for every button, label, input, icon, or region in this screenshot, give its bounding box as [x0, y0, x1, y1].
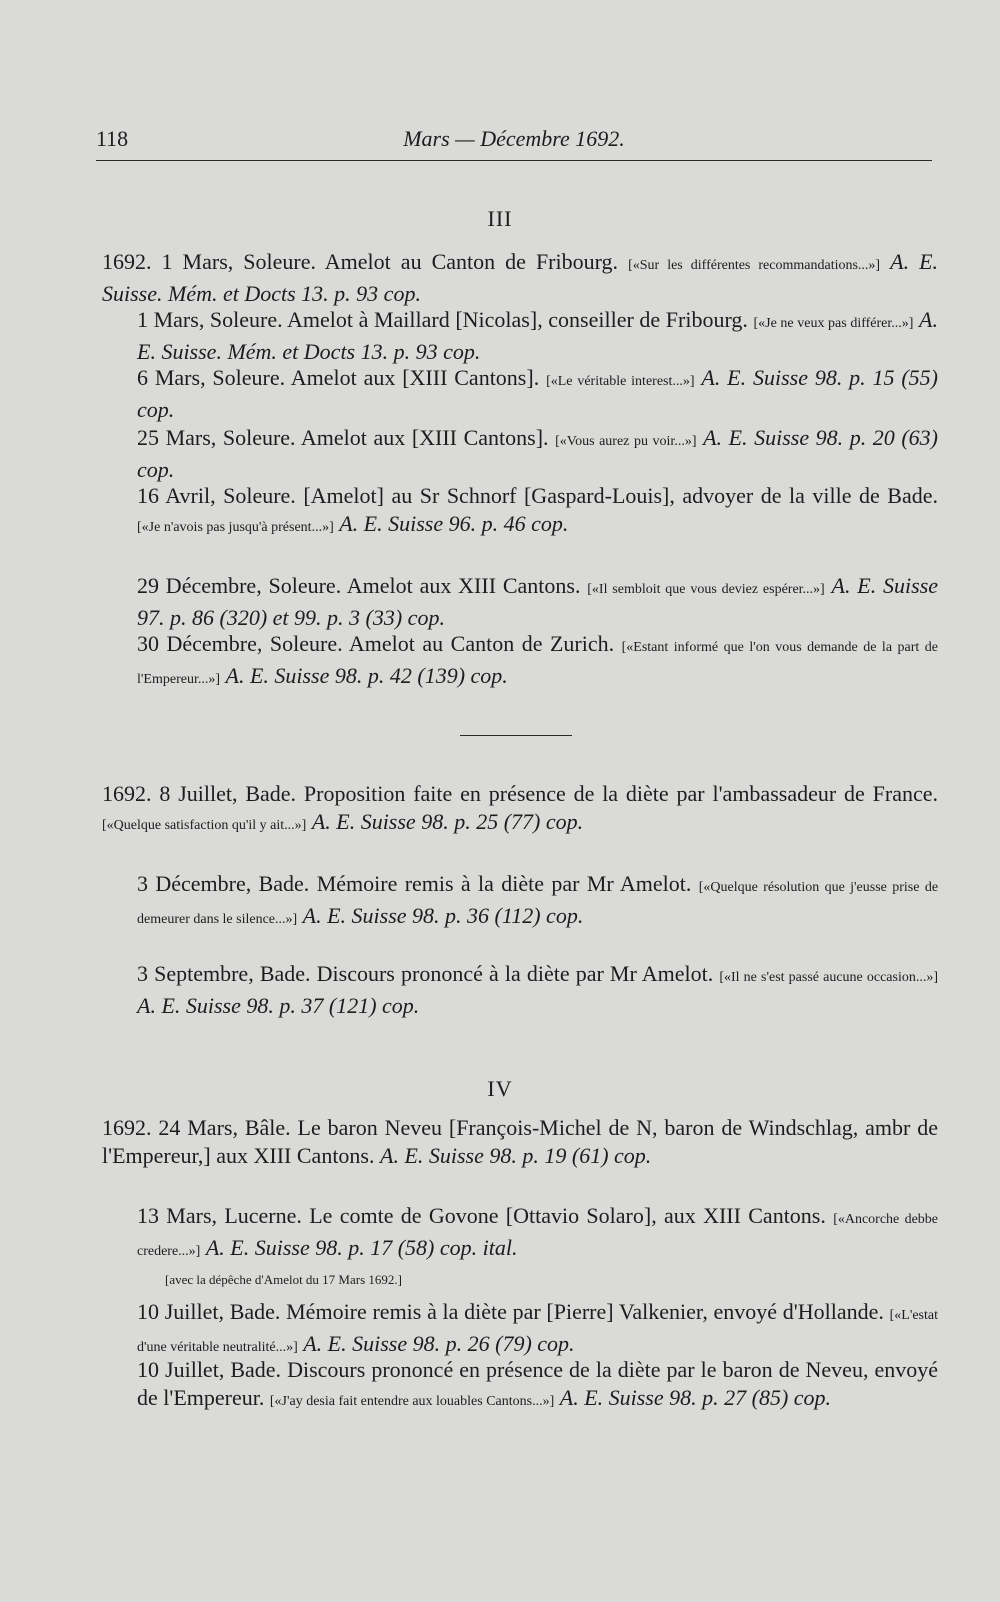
entry-quote: [«Sur les différentes recommandations...»]: [628, 258, 881, 273]
entry: [102, 1114, 938, 1170]
entry-reference: A. E. Suisse 98. p. 26 (79) cop.: [303, 1331, 575, 1356]
entry-text: Le comte de Govone [Ottavio Solaro], aux XIII Cantons.: [309, 1203, 826, 1228]
entry-reference: A. E. Suisse 97. p. 86 (320) et 99. p. 3 (33) cop.: [137, 573, 939, 630]
entry-reference: A. E. Suisse 98. p. 19 (61) cop.: [380, 1143, 652, 1168]
entry-text: [Amelot] au Sr Schnorf [Gaspard-Louis], advoyer de la ville de Bade.: [303, 483, 938, 508]
entry: [137, 1356, 938, 1416]
entry-text: Mémoire remis à la diète par Mr Amelot.: [316, 871, 692, 896]
entry-quote: [«Quelque satisfaction qu'il y ait...»]: [102, 818, 307, 833]
section-heading-iii: III: [487, 206, 513, 231]
entry-quote: [«L'estat d'une véritable neutralité...»]: [137, 1308, 939, 1355]
entry-reference: A. E. Suisse 98. p. 15 (55) cop.: [137, 365, 939, 422]
entry-reference: A. E. Suisse 96. p. 46 cop.: [339, 511, 569, 536]
entry-quote: [«Il sembloit que vous deviez espérer...»]: [587, 582, 825, 597]
entry-date: 13 Mars, Lucerne.: [137, 1203, 302, 1228]
entry: [102, 248, 938, 308]
entry-quote: [«Ancorche debbe credere...»]: [137, 1212, 938, 1259]
entry-reference: A. E. Suisse 98. p. 42 (139) cop.: [225, 663, 508, 688]
entry-date: 6 Mars, Soleure.: [137, 365, 286, 390]
entry-text: Amelot au Canton de Zurich.: [348, 631, 615, 656]
entry-reference: A. E. Suisse 98. p. 36 (112) cop.: [302, 903, 584, 928]
entry-date: 1692. 24 Mars, Bâle.: [102, 1115, 291, 1140]
entry-reference: A. E. Suisse. Mém. et Docts 13. p. 93 cop.: [102, 249, 939, 306]
header-rule: [96, 160, 932, 161]
entry-quote: [«Estant informé que l'on vous demande de la part de l'Empereur...»]: [137, 640, 939, 687]
entry-date: 10 Juillet, Bade.: [137, 1299, 281, 1324]
entry-reference: A. E. Suisse 98. p. 25 (77) cop.: [311, 809, 584, 834]
entry-text: Discours prononcé à la diète par Mr Amelot.: [316, 961, 714, 986]
entry-date: 29 Décembre, Soleure.: [137, 573, 342, 598]
entry-date: 1692. 8 Juillet, Bade.: [102, 781, 297, 806]
entry: [137, 482, 938, 542]
entry-text: Discours prononcé en présence de la diète par le baron de Neveu, envoyé de l'Empereur.: [137, 1357, 939, 1410]
entry: [137, 572, 938, 632]
entry-text: Amelot aux XIII Cantons.: [346, 573, 581, 598]
page-header: [96, 126, 932, 156]
entry: [137, 960, 938, 1020]
entry-quote: [«Il ne s'est passé aucune occasion...»]: [719, 970, 939, 985]
running-title: Mars — Décembre 1692.: [403, 126, 625, 151]
entry-date: 3 Septembre, Bade.: [137, 961, 311, 986]
entry-reference: A. E. Suisse 98. p. 27 (85) cop.: [559, 1385, 832, 1410]
entry-date: 25 Mars, Soleure.: [137, 425, 296, 450]
entry: [137, 1202, 938, 1294]
entry-date: 16 Avril, Soleure.: [137, 483, 296, 508]
entry: [137, 870, 938, 934]
entry-reference: A. E. Suisse 98. p. 17 (58) cop. ital.: [205, 1235, 518, 1260]
entry: [137, 424, 938, 484]
entry-text: Amelot à Maillard [Nicolas], conseiller de Fribourg.: [287, 307, 748, 332]
entry-date: 10 Juillet, Bade.: [137, 1357, 282, 1382]
entry: [137, 306, 938, 366]
entry-quote: [«Quelque résolution que j'eusse prise de demeurer dans le silence...»]: [137, 880, 939, 927]
entry-date: 3 Décembre, Bade.: [137, 871, 310, 896]
entry-text: Amelot aux [XIII Cantons].: [300, 425, 549, 450]
entry-date: 1692. 1 Mars, Soleure.: [102, 249, 316, 274]
entry-text: Proposition faite en présence de la diète par l'ambassadeur de France.: [303, 781, 938, 806]
entry-date: 30 Décembre, Soleure.: [137, 631, 343, 656]
entry: [137, 364, 938, 424]
entry-text: Amelot aux [XIII Cantons].: [290, 365, 540, 390]
section-divider: [460, 735, 572, 736]
entry-date: 1 Mars, Soleure.: [137, 307, 283, 332]
entry-quote: [«Vous aurez pu voir...»]: [555, 434, 697, 449]
entry-quote: [«Le véritable interest...»]: [546, 374, 695, 389]
entry-note: [avec la dépêche d'Amelot du 17 Mars 1692.]: [165, 1272, 402, 1287]
entry-text: Mémoire remis à la diète par [Pierre] Valkenier, envoyé d'Hollande.: [286, 1299, 884, 1324]
entry-text: Amelot au Canton de Fribourg.: [324, 249, 619, 274]
entry-reference: A. E. Suisse 98. p. 20 (63) cop.: [137, 425, 939, 482]
entry-reference: A. E. Suisse 98. p. 37 (121) cop.: [137, 993, 420, 1018]
entry-quote: [«Je ne veux pas différer...»]: [753, 316, 914, 331]
entry: [137, 630, 938, 694]
entry-quote: [«Je n'avois pas jusqu'à présent...»]: [137, 520, 334, 535]
page-number: 118: [96, 126, 129, 151]
entry: [102, 780, 938, 840]
entry-text: Le baron Neveu [François-Michel de N, baron de Windschlag, ambr de l'Empereur,] aux XIII Cantons.: [102, 1115, 938, 1168]
entry: [137, 1298, 938, 1362]
entry-reference: A. E. Suisse. Mém. et Docts 13. p. 93 cop.: [137, 307, 938, 364]
entry-quote: [«J'ay desia fait entendre aux louables Cantons...»]: [269, 1394, 555, 1409]
section-heading-iv: IV: [487, 1076, 513, 1101]
